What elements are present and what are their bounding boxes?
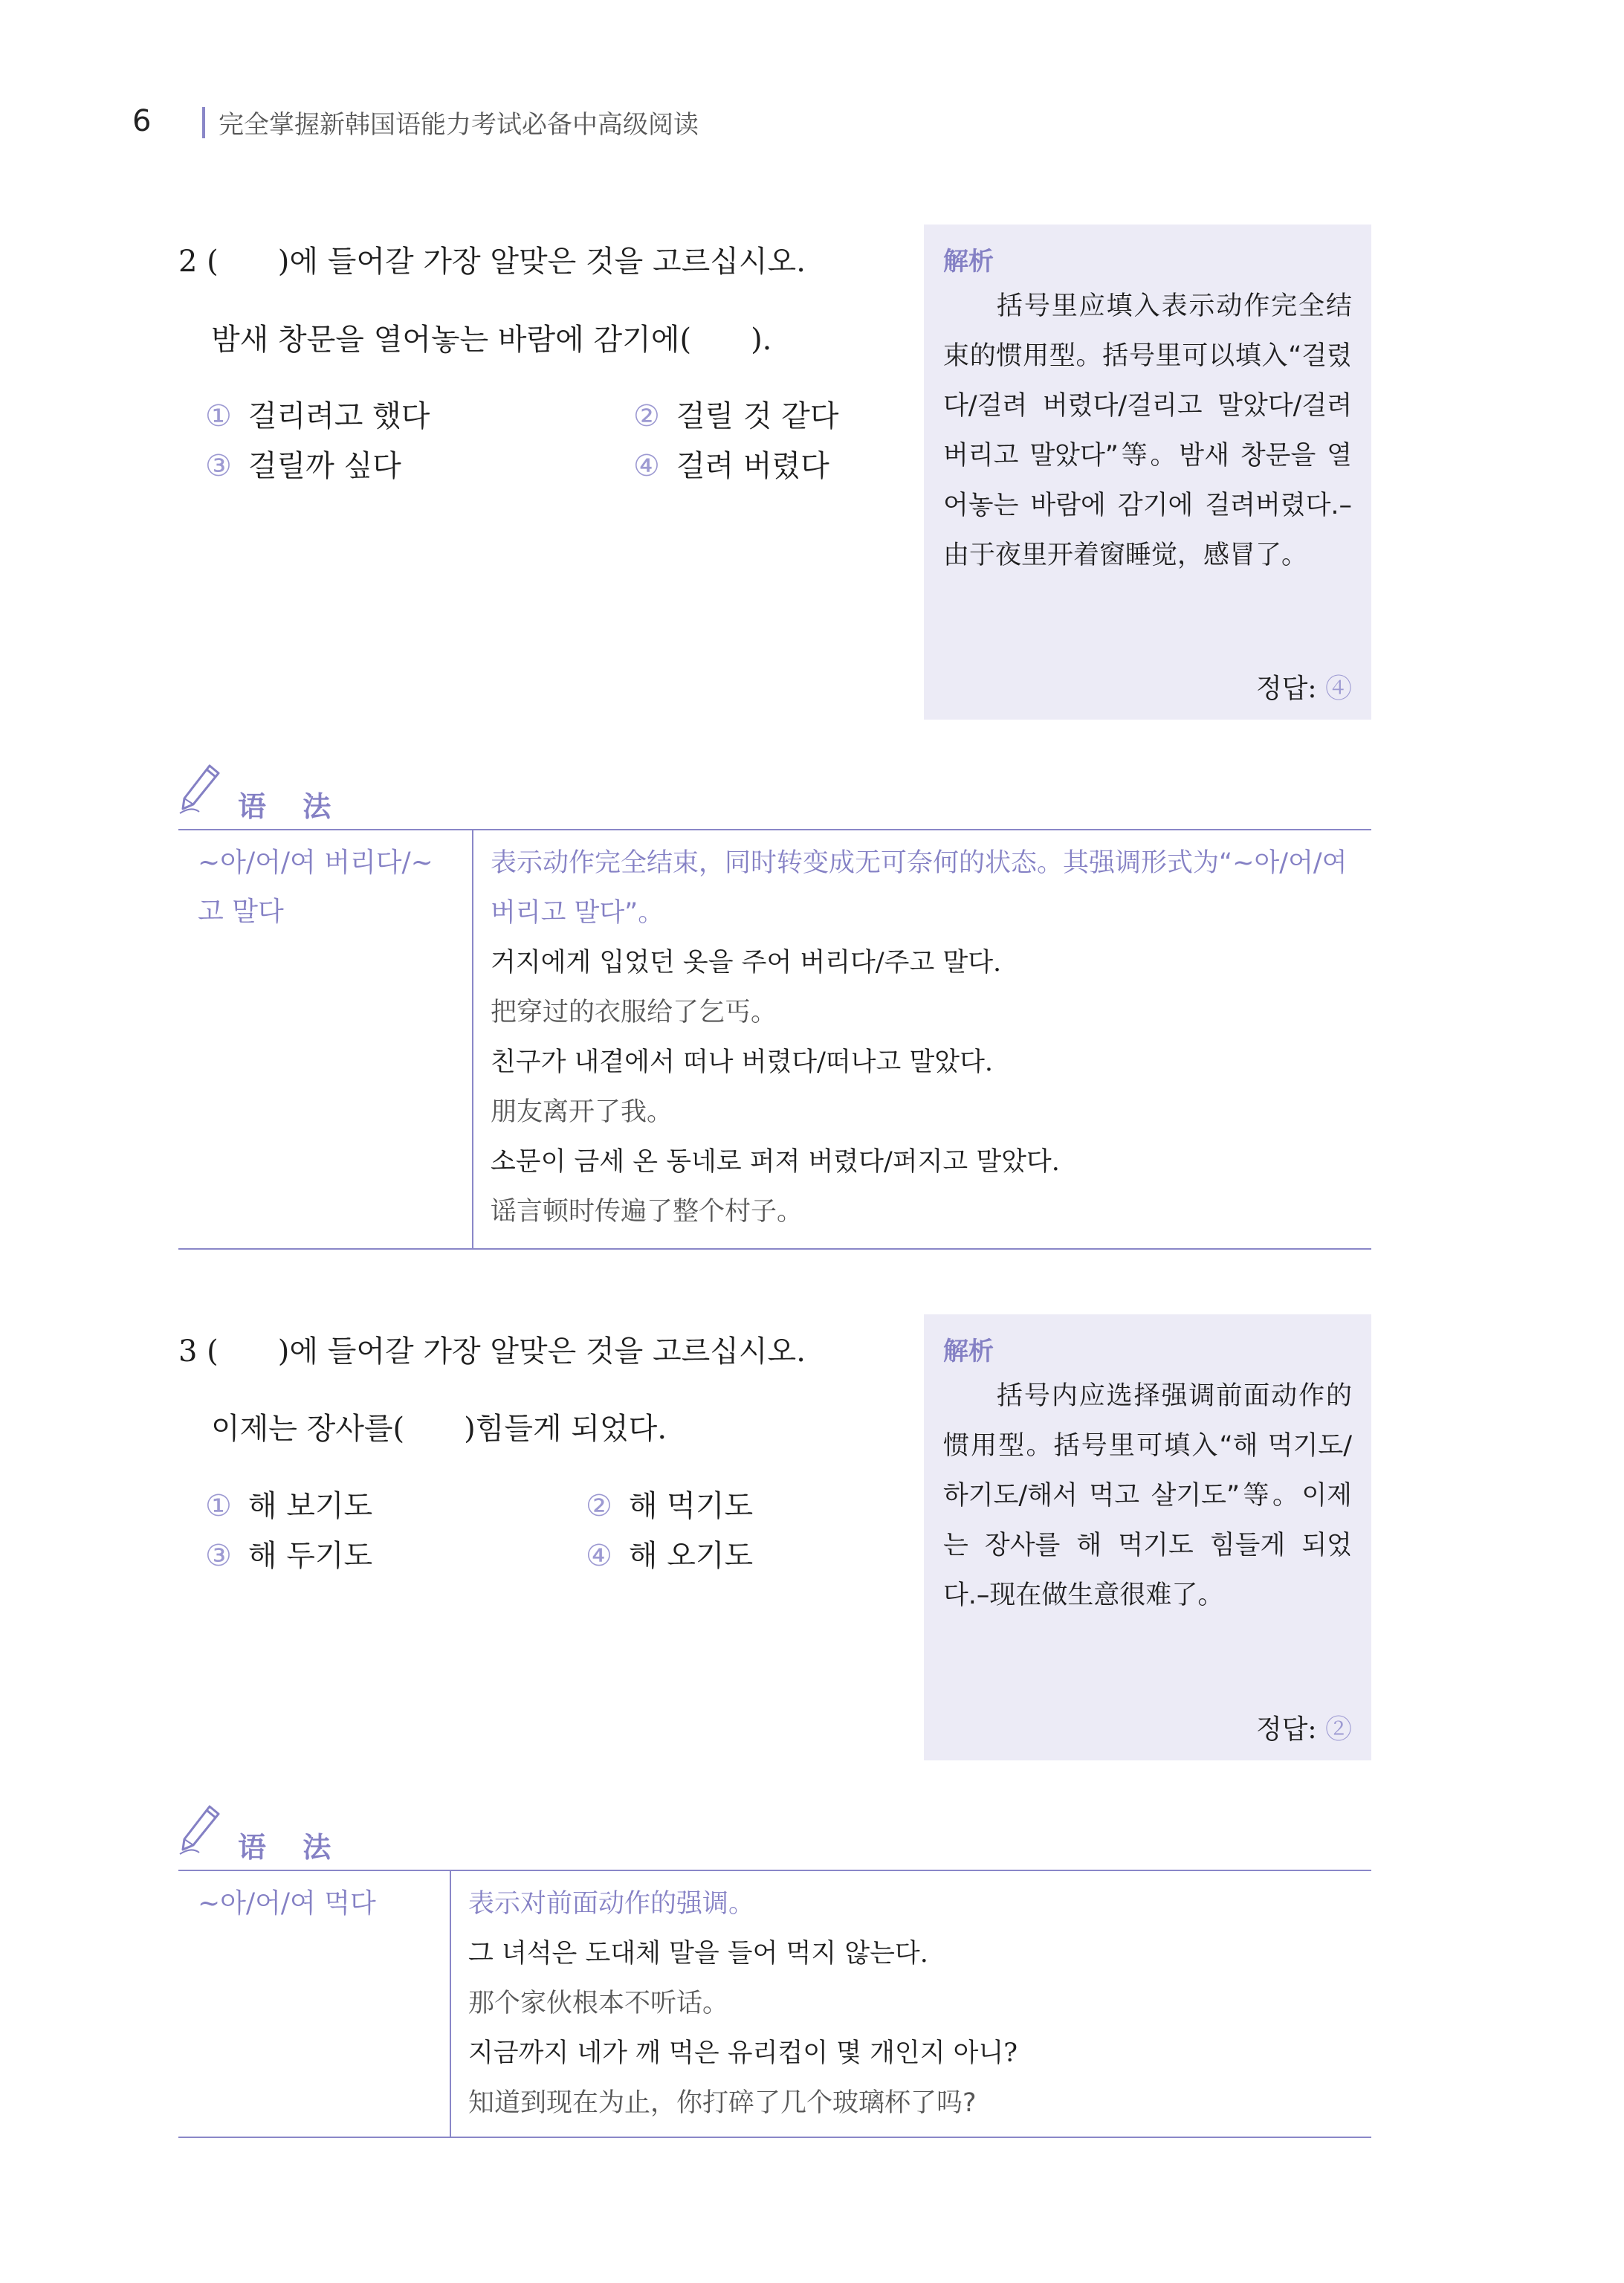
grammar-table-top-rule: [178, 1870, 1371, 1871]
question-2-sentence: 밤새 창문을 열어놓는 바람에 감기에( ).: [211, 323, 772, 357]
example-korean: 거지에게 입었던 옷을 주어 버리다/주고 말다.: [491, 948, 1002, 978]
example-chinese: 把穿过的衣服给了乞丐。: [491, 998, 777, 1027]
grammar-definition: 表示动作完全结束，同时转变成无可奈何的状态。其强调形式为“~아/어/여 버리고 말다”。: [491, 848, 1348, 928]
choice-3: [205, 442, 401, 485]
choice-number: ④: [633, 449, 660, 483]
grammar-definition: 表示对前面动作的强调。: [468, 1889, 755, 1919]
example-korean: 지금까지 네가 깨 먹은 유리컵이 몇 개인지 아니?: [468, 2038, 1018, 2068]
choice-4: [633, 442, 829, 485]
answer-line: [1256, 668, 1352, 705]
question-2-prompt: [178, 238, 806, 280]
choice-2: [586, 1482, 753, 1525]
question-instruction: ( )에 들어갈 가장 알맞은 것을 고르십시오.: [207, 1334, 806, 1369]
book-title: 完全掌握新韩国语能力考试必备中高级阅读: [219, 110, 699, 140]
example-chinese: 朋友离开了我。: [491, 1097, 673, 1127]
pencil-icon: [177, 761, 223, 815]
choice-2: [633, 393, 839, 435]
choice-text: 걸릴 것 같다: [676, 399, 839, 433]
grammar-term: ~아/어/여 버리다/~고 말다: [198, 847, 433, 927]
grammar-term: ~아/어/여 먹다: [198, 1888, 376, 1919]
choice-1: [205, 393, 430, 435]
example-korean: 친구가 내곁에서 떠나 버렸다/떠나고 말았다.: [491, 1047, 994, 1077]
grammar-table-bottom-rule: [178, 2137, 1371, 2138]
grammar-table-divider: [472, 830, 473, 1248]
choice-text: 해 먹기도: [628, 1489, 754, 1523]
grammar-title: 语 法: [238, 1831, 345, 1864]
example-korean: 소문이 금세 온 동네로 퍼져 버렸다/퍼지고 말았다.: [491, 1147, 1060, 1177]
explanation-text: 括号内应选择强调前面动作的惯用型。括号里可填入“해 먹기도/하기도/해서 먹고 살기도”等。이제는 장사를 해 먹기도 힘들게 되었다.–现在做生意很难了。: [943, 1381, 1352, 1610]
explanation-title: 解析: [943, 1337, 994, 1366]
choice-text: 걸리려고 했다: [248, 399, 430, 433]
answer-label: 정답:: [1255, 1714, 1317, 1745]
example-korean: 그 녀석은 도대체 말을 들어 먹지 않는다.: [468, 1939, 928, 1969]
choice-text: 걸려 버렸다: [676, 449, 829, 483]
grammar-content: [468, 1879, 1360, 2128]
choice-4: [586, 1532, 753, 1575]
choice-text: 걸릴까 싶다: [248, 449, 401, 483]
grammar-table-divider: [450, 1871, 451, 2137]
choice-number: ④: [586, 1539, 612, 1573]
explanation-panel-3: [924, 1314, 1371, 1760]
choice-number: ③: [205, 449, 232, 483]
choice-1: [205, 1482, 372, 1525]
explanation-panel-2: [924, 225, 1371, 720]
page-number: 6: [132, 104, 152, 138]
choice-number: ①: [205, 399, 232, 433]
question-number: 3: [178, 1334, 198, 1369]
example-chinese: 知道到现在为止，你打碎了几个玻璃杯了吗?: [468, 2088, 977, 2118]
answer-line: [1256, 1708, 1352, 1746]
answer-label: 정답:: [1255, 674, 1317, 704]
explanation-title: 解析: [943, 247, 994, 277]
choice-number: ②: [633, 399, 660, 433]
grammar-table-bottom-rule: [178, 1248, 1371, 1250]
choice-number: ①: [205, 1489, 232, 1523]
grammar-content: [491, 839, 1360, 1237]
question-3-prompt: [178, 1328, 806, 1370]
header-divider: [202, 107, 205, 138]
choice-number: ②: [586, 1489, 612, 1523]
example-chinese: 谣言顿时传遍了整个村子。: [491, 1197, 803, 1227]
choice-text: 해 오기도: [628, 1539, 754, 1573]
question-number: 2: [178, 245, 198, 279]
grammar-table-top-rule: [178, 829, 1371, 830]
question-3-sentence: 이제는 장사를( )힘들게 되었다.: [211, 1412, 667, 1446]
grammar-title: 语 法: [238, 790, 345, 823]
choice-text: 해 두기도: [248, 1539, 373, 1573]
example-chinese: 那个家伙根本不听话。: [468, 1989, 729, 2018]
pencil-icon: [177, 1802, 223, 1856]
choice-text: 해 보기도: [248, 1489, 373, 1523]
answer-value: ②: [1324, 1714, 1352, 1745]
choice-3: [205, 1532, 372, 1575]
choice-number: ③: [205, 1539, 232, 1573]
answer-value: ④: [1324, 674, 1352, 704]
question-instruction: ( )에 들어갈 가장 알맞은 것을 고르십시오.: [207, 245, 806, 279]
explanation-text: 括号里应填入表示动作完全结束的惯用型。括号里可以填入“걸렸다/걸려 버렸다/걸리고 말았다/걸려 버리고 말았다”等。밤새 창문을 열어놓는 바람에 감기에 걸려버렸다.–由于夜里开着窗睡觉，感冒了。: [943, 291, 1352, 570]
